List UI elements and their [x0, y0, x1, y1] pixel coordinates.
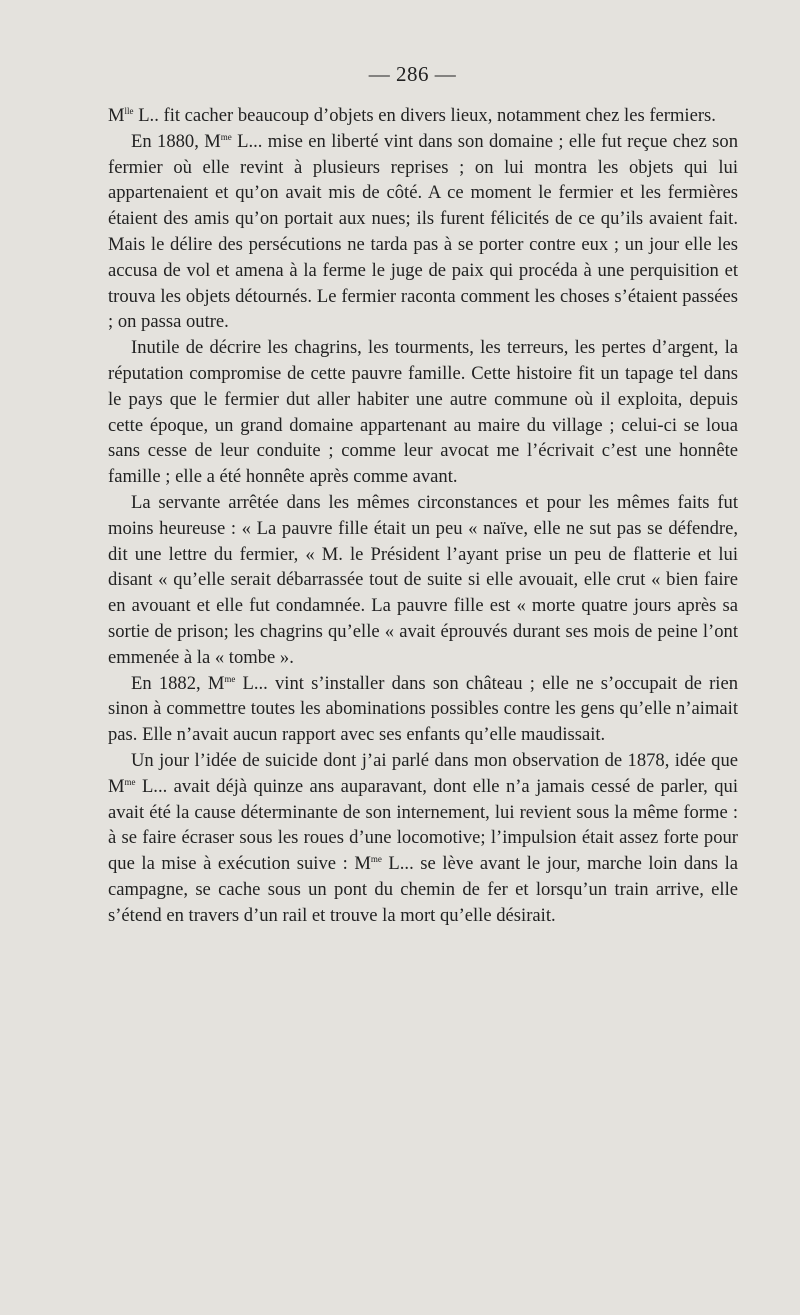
- paragraph-1-text: L.. fit cacher beaucoup d’objets en divers lieux, notamment chez les fermiers.: [133, 105, 716, 126]
- paragraph-2: [108, 129, 738, 335]
- abbrev-superscript: me: [370, 854, 382, 865]
- page-number: — 286 —: [368, 62, 457, 86]
- abbrev-superscript: me: [220, 131, 232, 142]
- body-text: [108, 103, 738, 929]
- paragraph-1: [108, 103, 738, 129]
- paragraph-5-start: En 1882, M: [131, 672, 225, 694]
- paragraph-6-text: L... avait déjà quinze ans auparavant, dont elle n’a jamais cessé de parler, qui avait été la cause déterminante de son internement, lui revient sous la même forme : à se faire écraser sous les roues d’une locomotive; l’impulsion était assez forte pour que la mise à exécution suive : M: [108, 775, 738, 875]
- paragraph-6-start: Un jour l’idée de suicide dont j’ai parlé dans mon observation de 1878, idée que M: [108, 749, 738, 797]
- abbrev-superscript: lle: [124, 106, 134, 116]
- paragraph-4: [108, 490, 738, 671]
- paragraph-4-text: La servante arrêtée dans les mêmes circonstances et pour les mêmes faits fut moins heureuse : « La pauvre fille était un peu « naïve, elle ne sut pas se défendre, dit une lettre du fermier, « M. le Président l’ayant prise un peu de flatterie et lui disant « qu’elle serait débarrassée tout de suite si elle avouait, elle crut « bien faire en avouant et elle fut condamnée. La pauvre fille est « morte quatre jours après sa sortie de prison; les chagrins qu’elle « avait éprouvés durant ses mois de peine l’ont emmenée à la « tombe ».: [108, 491, 738, 668]
- abbrev-superscript: me: [124, 776, 136, 787]
- paragraph-2-start: En 1880, M: [131, 130, 221, 152]
- paragraph-6: [108, 748, 738, 929]
- paragraph-5-text: L... vint s’installer dans son château ; elle ne s’occupait de rien sinon à commettre toutes les abominations possibles contre les gens qu’elle n’aimait pas. Elle n’avait aucun rapport avec ses enfants qu’elle maudissait.: [108, 672, 738, 746]
- paragraph-1-start: M: [108, 105, 125, 126]
- paragraph-5: [108, 671, 738, 748]
- paragraph-6-text-end: L... se lève avant le jour, marche loin dans la campagne, se cache sous un pont du chemin de fer et lorsqu’un train arrive, elle s’étend en travers d’un rail et trouve la mort qu’elle désirait.: [108, 853, 738, 926]
- paragraph-3-text: Inutile de décrire les chagrins, les tourments, les terreurs, les pertes d’argent, la réputation compromise de cette pauvre famille. Cette histoire fit un tapage tel dans le pays que le fermier dut aller habiter une autre commune où il exploita, depuis cette époque, un grand domaine appartenant au maire du village ; celui-ci se loua sans cesse de leur conduite ; comme leur avocat me l’écrivait c’est une honnête famille ; elle a été honnête après comme avant.: [108, 337, 738, 488]
- abbrev-superscript: me: [224, 673, 236, 684]
- paragraph-3: [108, 335, 738, 490]
- paragraph-2-text: L... mise en liberté vint dans son domaine ; elle fut reçue chez son fermier où elle revint à plusieurs reprises ; on lui montra les objets qui lui appartenaient et qu’on avait mis de côté. A ce moment le fermier et les fermières étaient des amis qu’on portait aux nues; ils furent félicités de ce qu’ils avaient fait. Mais le délire des persécutions ne tarda pas à se porter contre eux ; un jour elle les accusa de vol et amena à la ferme le juge de paix qui procéda à une perquisition et trouva les objets détournés. Le fermier raconta comment les choses s’étaient passées ; on passa outre.: [108, 130, 738, 333]
